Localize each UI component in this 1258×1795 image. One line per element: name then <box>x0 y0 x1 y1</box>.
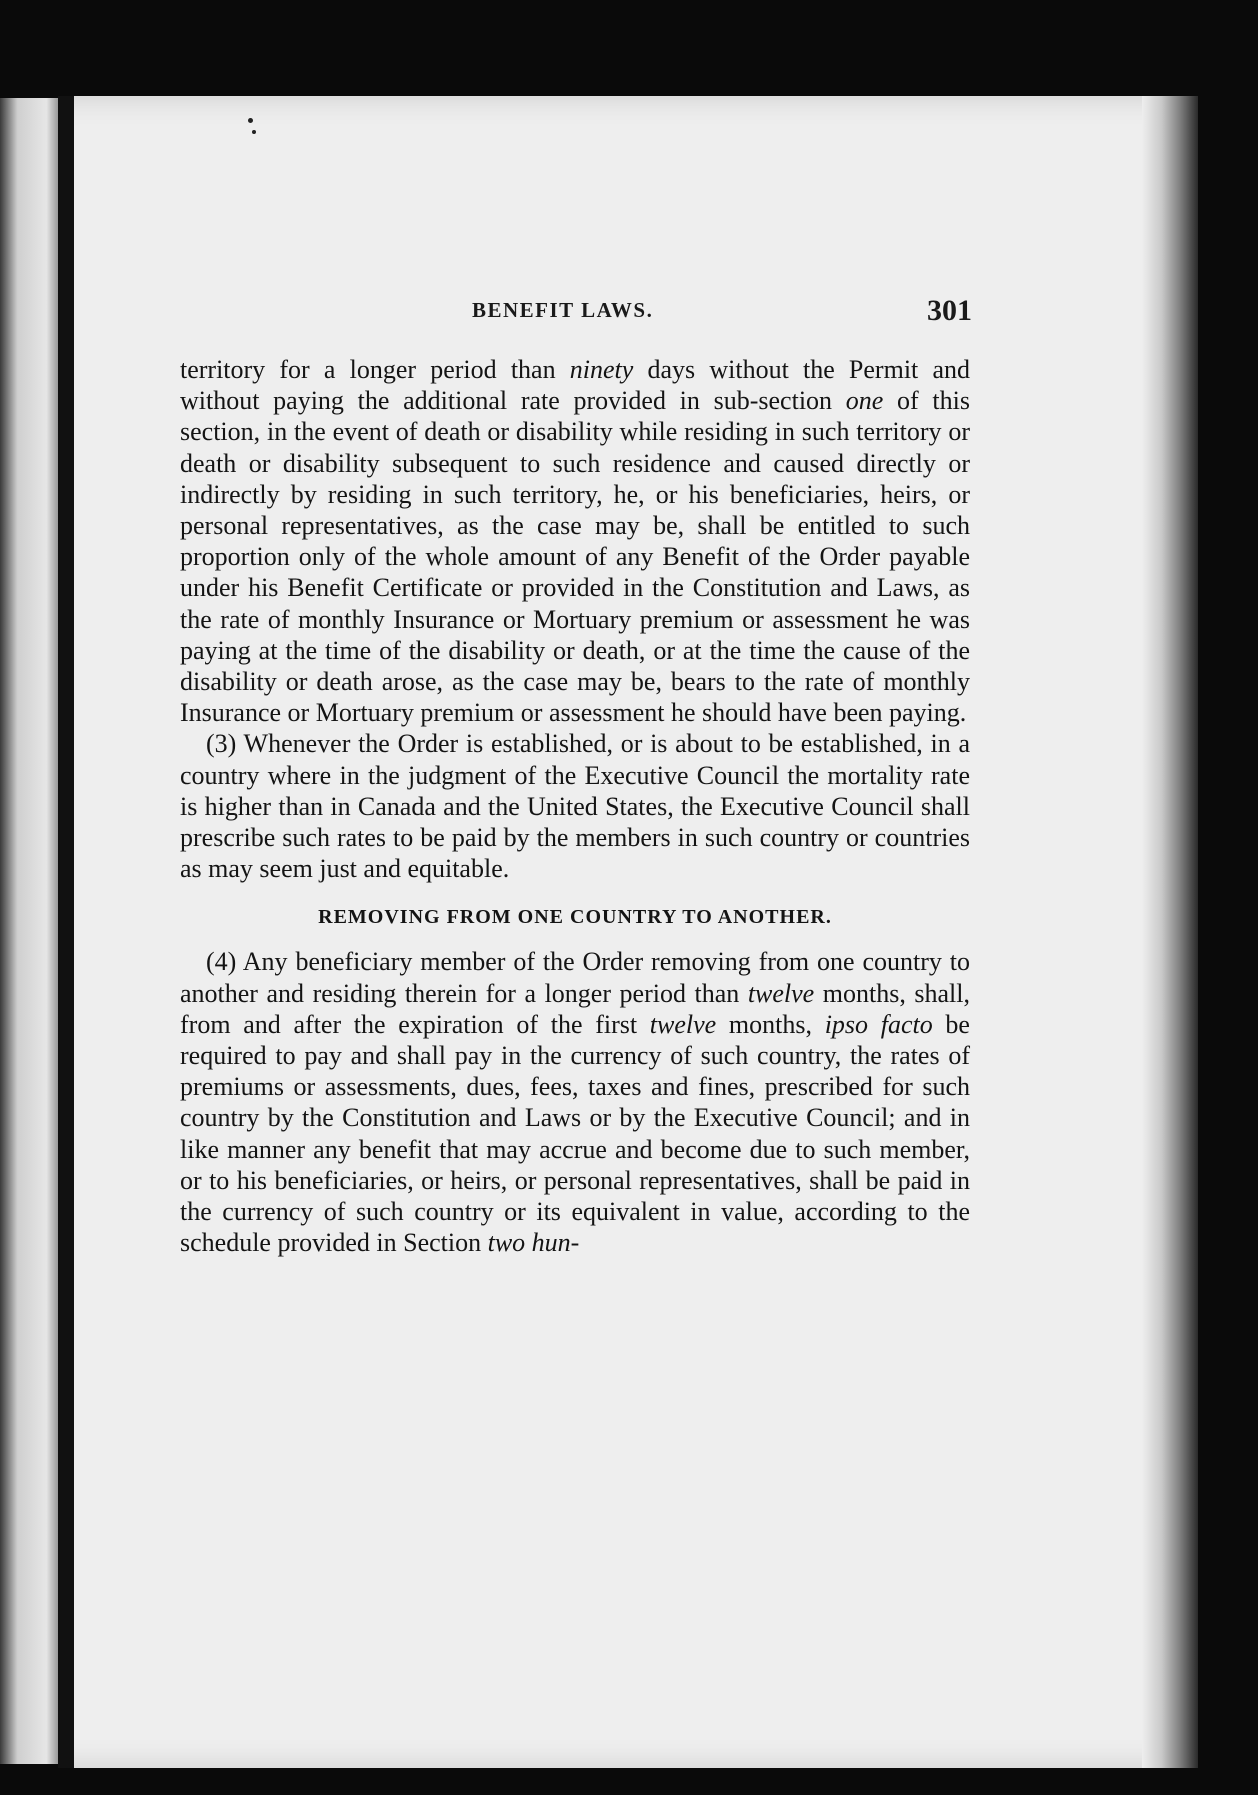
page-edge-shadow <box>1142 96 1198 1768</box>
facing-page-edge <box>0 98 58 1764</box>
section-heading: REMOVING FROM ONE COUNTRY TO ANOTHER. <box>318 906 832 929</box>
emphasis: twelve <box>649 1009 717 1039</box>
running-head: BENEFIT LAWS. <box>472 298 654 322</box>
emphasis: two hun- <box>487 1228 580 1258</box>
ink-speck <box>252 130 256 134</box>
ink-speck <box>248 118 253 123</box>
page-number: 301 <box>927 294 972 327</box>
page-body <box>180 354 970 1258</box>
emphasis: twelve <box>747 978 815 1008</box>
emphasis: ipso facto <box>824 1009 933 1039</box>
emphasis: ninety <box>569 355 634 384</box>
book-gutter <box>58 96 74 1768</box>
page-header <box>182 294 972 338</box>
paragraph-4: (4) Any beneficiary member of the Order removing from one country to another and residing therein for a longer period than twelve months, shall, from and after the expiration of the first twelve months, ipso facto be required to pay and shall pay in the currency of such country, the rates of premiums or assessments, dues, fees, taxes and fines, prescribed for such country by the Constitution and Laws or by the Executive Council; and in like manner any benefit that may accrue and become due to such member, or to his beneficiaries, or heirs, or personal representatives, shall be paid in the currency of such country or its equivalent in value, according to the schedule provided in Section two hun- <box>180 947 970 1258</box>
emphasis: one <box>845 386 884 416</box>
paragraph-3: (3) Whenever the Order is established, or is about to be established, in a country where in the judgment of the Executive Council the mortality rate is higher than in Canada and the United States, the Executive Council shall prescribe such rates to be paid by the members in such country or countries as may seem just and equitable. <box>180 729 970 884</box>
paragraph-continuation: territory for a longer period than ninety days without the Permit and without paying the additional rate provided in sub-section one of this section, in the event of death or disability while residing in such territory or death or disability subsequent to such residence and caused directly or indirectly by residing in such territory, he, or his beneficiaries, heirs, or personal representatives, as the case may be, shall be entitled to such proportion only of the whole amount of any Benefit of the Order payable under his Benefit Certificate or provided in the Constitution and Laws, as the rate of monthly Insurance or Mortuary premium or assessment he was paying at the time of the disability or death, or at the time the cause of the disability or death arose, as the case may be, bears to the rate of monthly Insurance or Mortuary premium or assessment he should have been paying. <box>180 355 970 728</box>
